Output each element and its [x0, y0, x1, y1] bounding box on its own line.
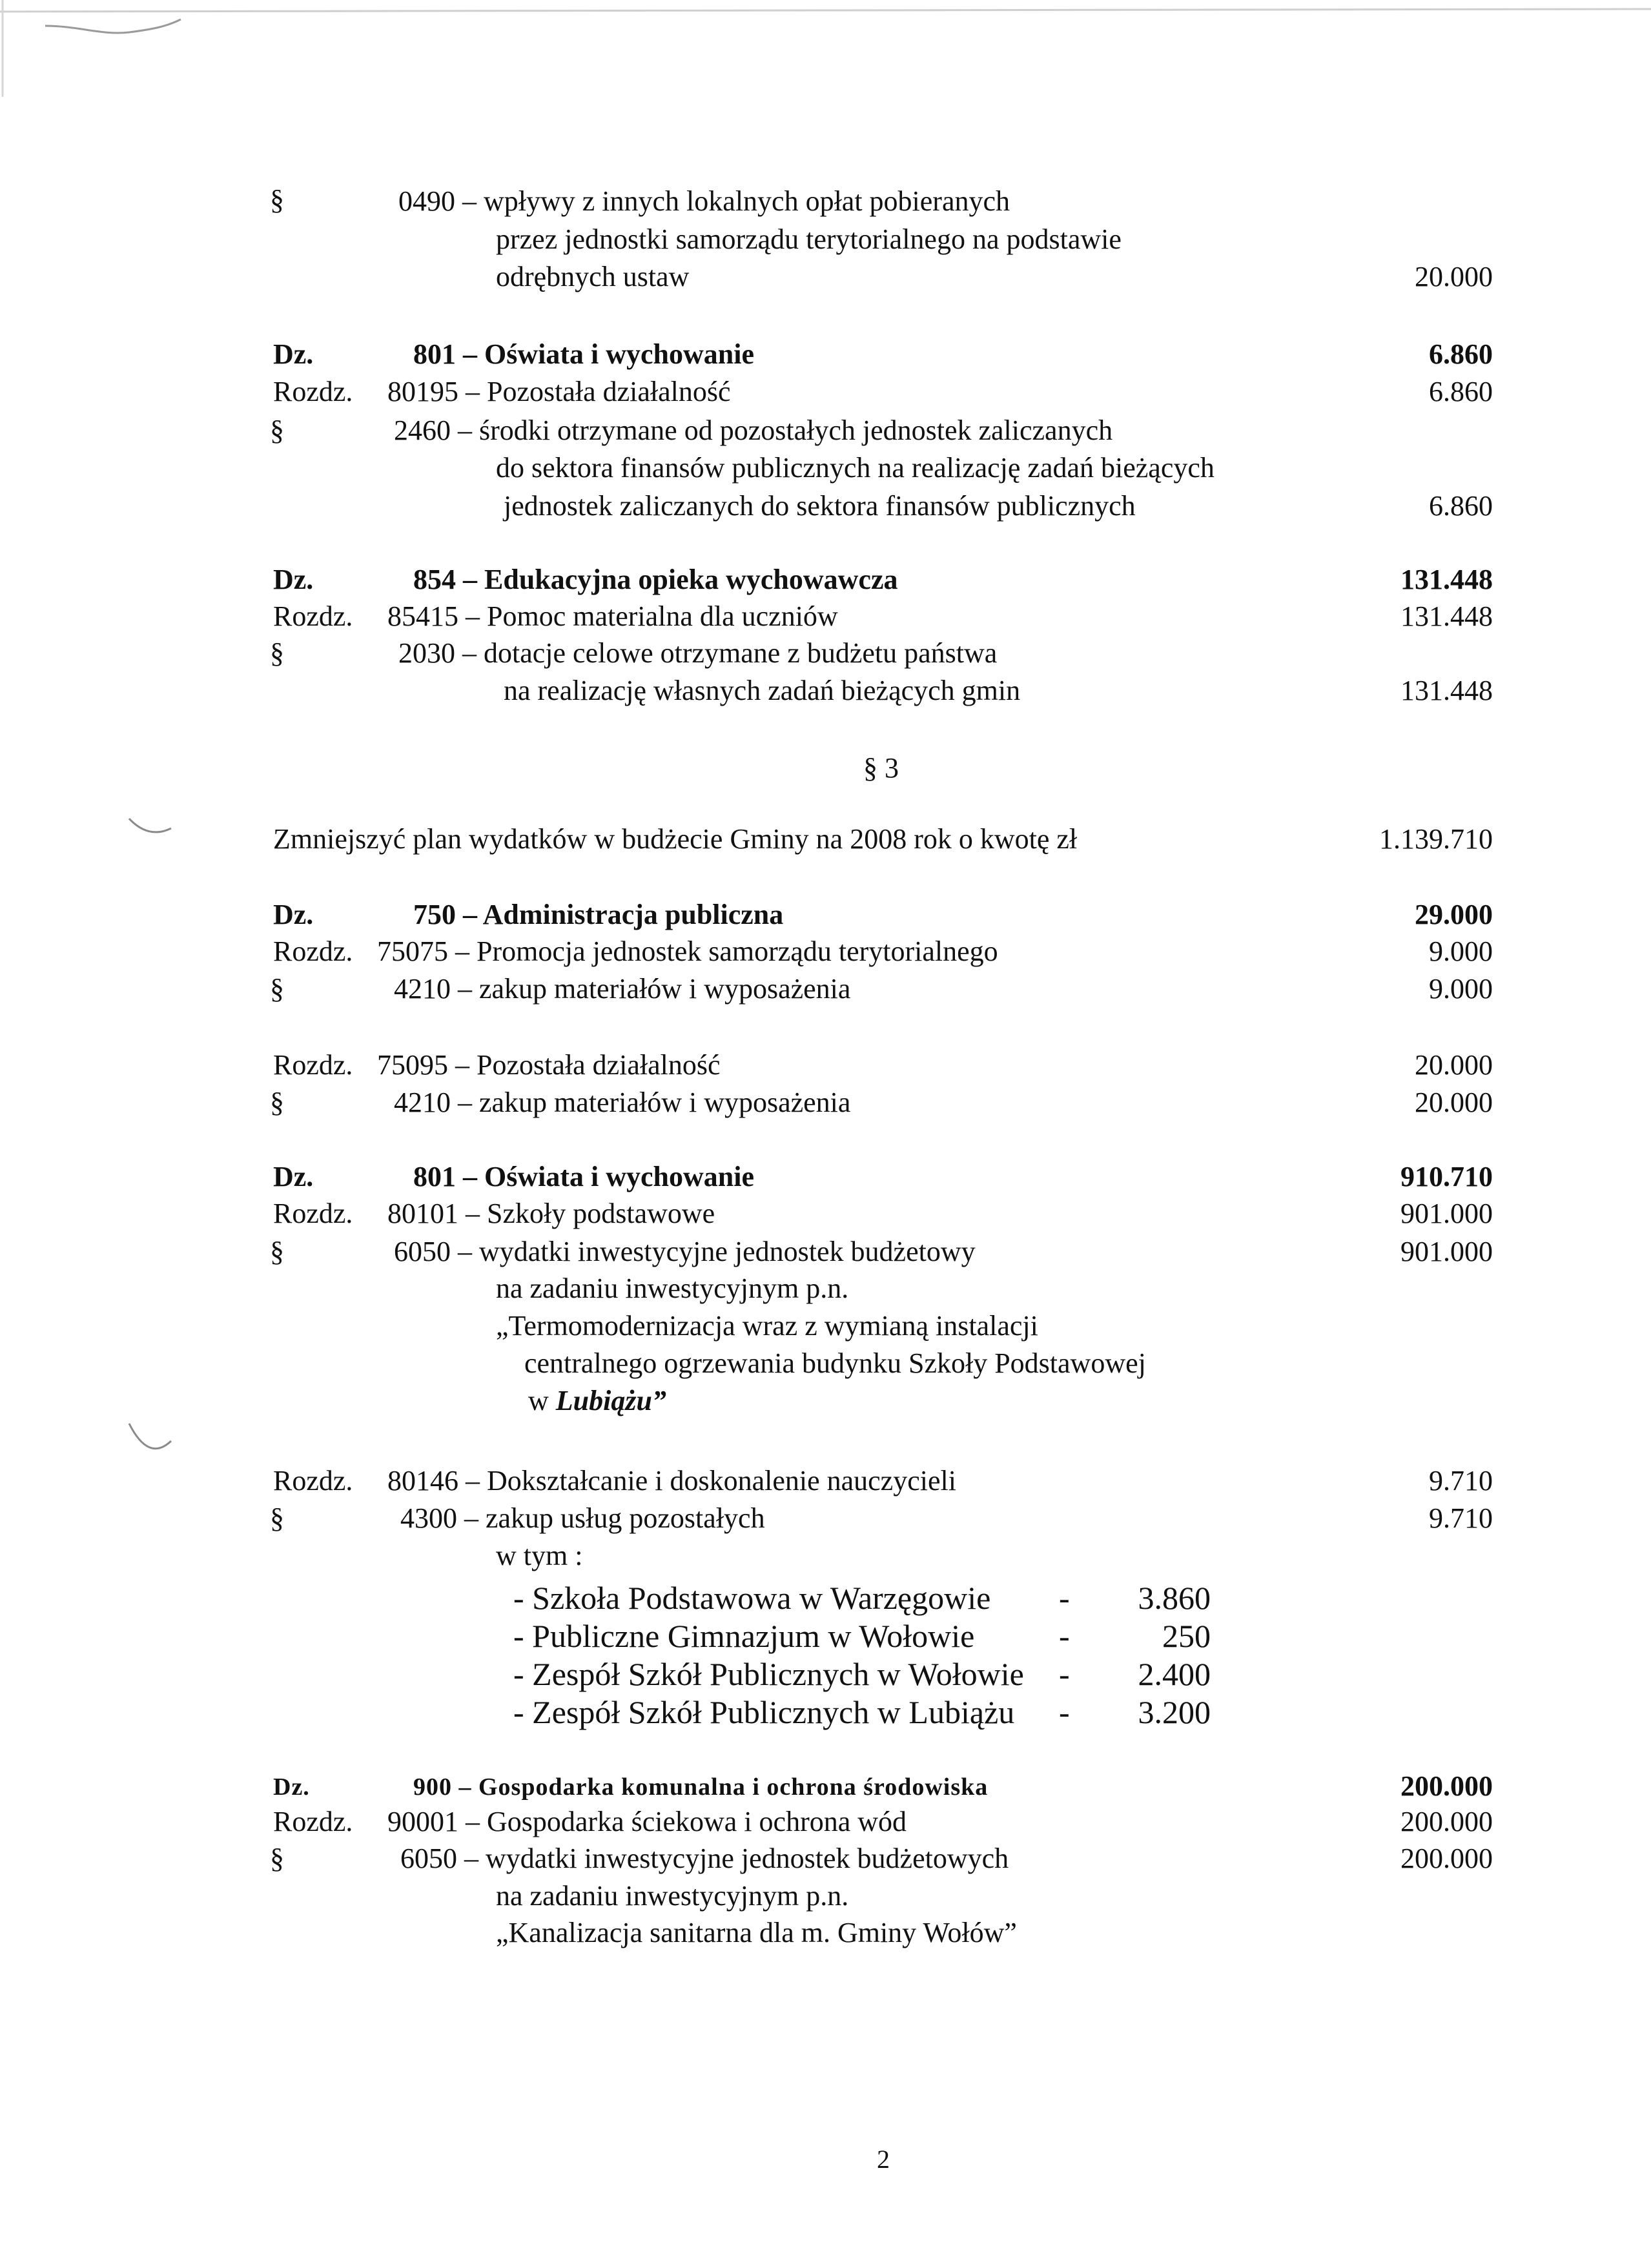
- breakdown-item-dash: -: [1059, 1580, 1070, 1616]
- dz-label: Dz.: [273, 1161, 314, 1192]
- dz-854-title: 854 – Edukacyjna opieka wychowawcza: [413, 564, 898, 595]
- section-sign: §: [270, 184, 284, 216]
- rozdz-label: Rozdz.: [273, 935, 353, 967]
- section-sign: §: [270, 1843, 284, 1874]
- breakdown-item-dash: -: [1059, 1656, 1070, 1692]
- item-2030-amount: 131.448: [1400, 675, 1493, 706]
- item-6050-b-line3: „Kanalizacja sanitarna dla m. Gminy Wołów”: [496, 1917, 1017, 1948]
- breakdown-item-dash: -: [1059, 1618, 1070, 1654]
- rozdz-label: Rozdz.: [273, 1465, 353, 1497]
- item-2460-line3: jednostek zaliczanych do sektora finansów publicznych: [504, 490, 1136, 522]
- item-4300-text: 4300 – zakup usług pozostałych: [400, 1502, 765, 1534]
- dz-label: Dz.: [273, 1773, 310, 1801]
- dz-label: Dz.: [273, 338, 314, 370]
- item-0490-line3: odrębnych ustaw: [496, 261, 690, 292]
- scan-top-edge-line: [0, 9, 1651, 12]
- rozdz-85415-title: 85415 – Pomoc materialna dla uczniów: [387, 600, 838, 632]
- dz-900-amount: 200.000: [1400, 1770, 1493, 1802]
- breakdown-item-name: - Szkoła Podstawowa w Warzęgowie: [513, 1580, 991, 1616]
- rozdz-label: Rozdz.: [273, 1049, 353, 1081]
- reduce-expenditure-text: Zmniejszyć plan wydatków w budżecie Gminy na 2008 rok o kwotę zł: [273, 823, 1078, 855]
- item-6050-a-line5: [528, 1387, 666, 1415]
- dz-900-title: 900 – Gospodarka komunalna i ochrona środowiska: [413, 1773, 989, 1801]
- breakdown-item-amount: 250: [1162, 1618, 1211, 1654]
- item-4300-wtym: w tym :: [496, 1540, 583, 1571]
- item-2030-line1: 2030 – dotacje celowe otrzymane z budżetu państwa: [398, 637, 998, 669]
- punch-hole-mark-lower: [129, 1424, 171, 1449]
- item-6050-a-line4: centralnego ogrzewania budynku Szkoły Podstawowej: [524, 1347, 1146, 1379]
- rozdz-75095-title: 75095 – Pozostała działalność: [377, 1049, 721, 1081]
- rozdz-90001-title: 90001 – Gospodarka ściekowa i ochrona wód: [387, 1806, 907, 1837]
- breakdown-item-dash: -: [1059, 1694, 1070, 1730]
- breakdown-item-amount: 2.400: [1138, 1656, 1211, 1692]
- rozdz-80195-amount: 6.860: [1429, 376, 1493, 407]
- item-6050-b-amount: 200.000: [1400, 1843, 1493, 1874]
- rozdz-80101-title: 80101 – Szkoły podstawowe: [387, 1198, 715, 1229]
- item-6050-a-line3: „Termomodernizacja wraz z wymianą instalacji: [496, 1310, 1038, 1342]
- item-6050-a-amount: 901.000: [1400, 1236, 1493, 1267]
- item-0490-line2: przez jednostki samorządu terytorialnego na podstawie: [496, 223, 1122, 255]
- item-6050-a-line5-prefix: w: [528, 1385, 549, 1416]
- section-sign: §: [270, 973, 284, 1005]
- dz-750-amount: 29.000: [1415, 899, 1493, 930]
- rozdz-80101-amount: 901.000: [1400, 1198, 1493, 1229]
- item-4300-amount: 9.710: [1429, 1502, 1493, 1534]
- rozdz-80146-title: 80146 – Dokształcanie i doskonalenie nauczycieli: [387, 1465, 956, 1497]
- item-6050-a-place: Lubiążu: [555, 1385, 652, 1416]
- rozdz-label: Rozdz.: [273, 1806, 353, 1837]
- item-6050-b-line1: 6050 – wydatki inwestycyjne jednostek budżetowych: [400, 1843, 1009, 1874]
- dz-801-amount: 6.860: [1429, 338, 1493, 370]
- dz-801-expense-amount: 910.710: [1400, 1161, 1493, 1192]
- item-6050-a-line1: 6050 – wydatki inwestycyjne jednostek budżetowy: [394, 1236, 976, 1267]
- item-2460-line2: do sektora finansów publicznych na realizację zadań bieżących: [496, 452, 1215, 484]
- breakdown-item-name: - Publiczne Gimnazjum w Wołowie: [513, 1618, 975, 1654]
- breakdown-item-name: - Zespół Szkół Publicznych w Wołowie: [513, 1656, 1024, 1692]
- item-6050-b-line2: na zadaniu inwestycyjnym p.n.: [496, 1880, 849, 1912]
- section-sign: §: [270, 1502, 284, 1534]
- item-6050-a-line2: na zadaniu inwestycyjnym p.n.: [496, 1272, 849, 1304]
- rozdz-75075-title: 75075 – Promocja jednostek samorządu terytorialnego: [377, 935, 998, 967]
- item-4210-a-text: 4210 – zakup materiałów i wyposażenia: [394, 973, 851, 1005]
- item-2030-line2: na realizację własnych zadań bieżących gmin: [504, 675, 1021, 706]
- rozdz-75075-amount: 9.000: [1429, 935, 1493, 967]
- breakdown-item-amount: 3.200: [1138, 1694, 1211, 1730]
- punch-hole-mark-upper: [129, 819, 171, 832]
- item-6050-a-close-quote: ”: [651, 1385, 666, 1416]
- rozdz-90001-amount: 200.000: [1400, 1806, 1493, 1837]
- section-sign: §: [270, 1236, 284, 1267]
- item-2460-amount: 6.860: [1429, 490, 1493, 522]
- section-sign: §: [270, 1087, 284, 1118]
- dz-801-title: 801 – Oświata i wychowanie: [413, 338, 754, 370]
- section-sign: §: [270, 414, 284, 446]
- item-4210-b-text: 4210 – zakup materiałów i wyposażenia: [394, 1087, 851, 1118]
- item-4210-a-amount: 9.000: [1429, 973, 1493, 1005]
- dz-750-title: 750 – Administracja publiczna: [413, 899, 784, 930]
- page-number: 2: [877, 2145, 890, 2174]
- item-0490-line1: 0490 – wpływy z innych lokalnych opłat pobieranych: [398, 185, 1010, 217]
- reduce-expenditure-amount: 1.139.710: [1379, 823, 1493, 855]
- dz-label: Dz.: [273, 564, 314, 595]
- rozdz-80195-title: 80195 – Pozostała działalność: [387, 376, 731, 407]
- section-sign: §: [270, 637, 284, 669]
- rozdz-80146-amount: 9.710: [1429, 1465, 1493, 1497]
- item-2460-line1: 2460 – środki otrzymane od pozostałych jednostek zaliczanych: [394, 414, 1113, 446]
- item-0490-amount: 20.000: [1415, 261, 1493, 292]
- dz-label: Dz.: [273, 899, 314, 930]
- rozdz-label: Rozdz.: [273, 376, 353, 407]
- breakdown-item-amount: 3.860: [1138, 1580, 1211, 1616]
- item-4210-b-amount: 20.000: [1415, 1087, 1493, 1118]
- rozdz-75095-amount: 20.000: [1415, 1049, 1493, 1081]
- scan-corner-mark: [45, 19, 181, 33]
- rozdz-label: Rozdz.: [273, 1198, 353, 1229]
- section-3-heading: § 3: [863, 752, 899, 784]
- dz-801-expense-title: 801 – Oświata i wychowanie: [413, 1161, 754, 1192]
- dz-854-amount: 131.448: [1400, 564, 1493, 595]
- breakdown-item-name: - Zespół Szkół Publicznych w Lubiążu: [513, 1694, 1015, 1730]
- rozdz-label: Rozdz.: [273, 600, 353, 632]
- rozdz-85415-amount: 131.448: [1400, 600, 1493, 632]
